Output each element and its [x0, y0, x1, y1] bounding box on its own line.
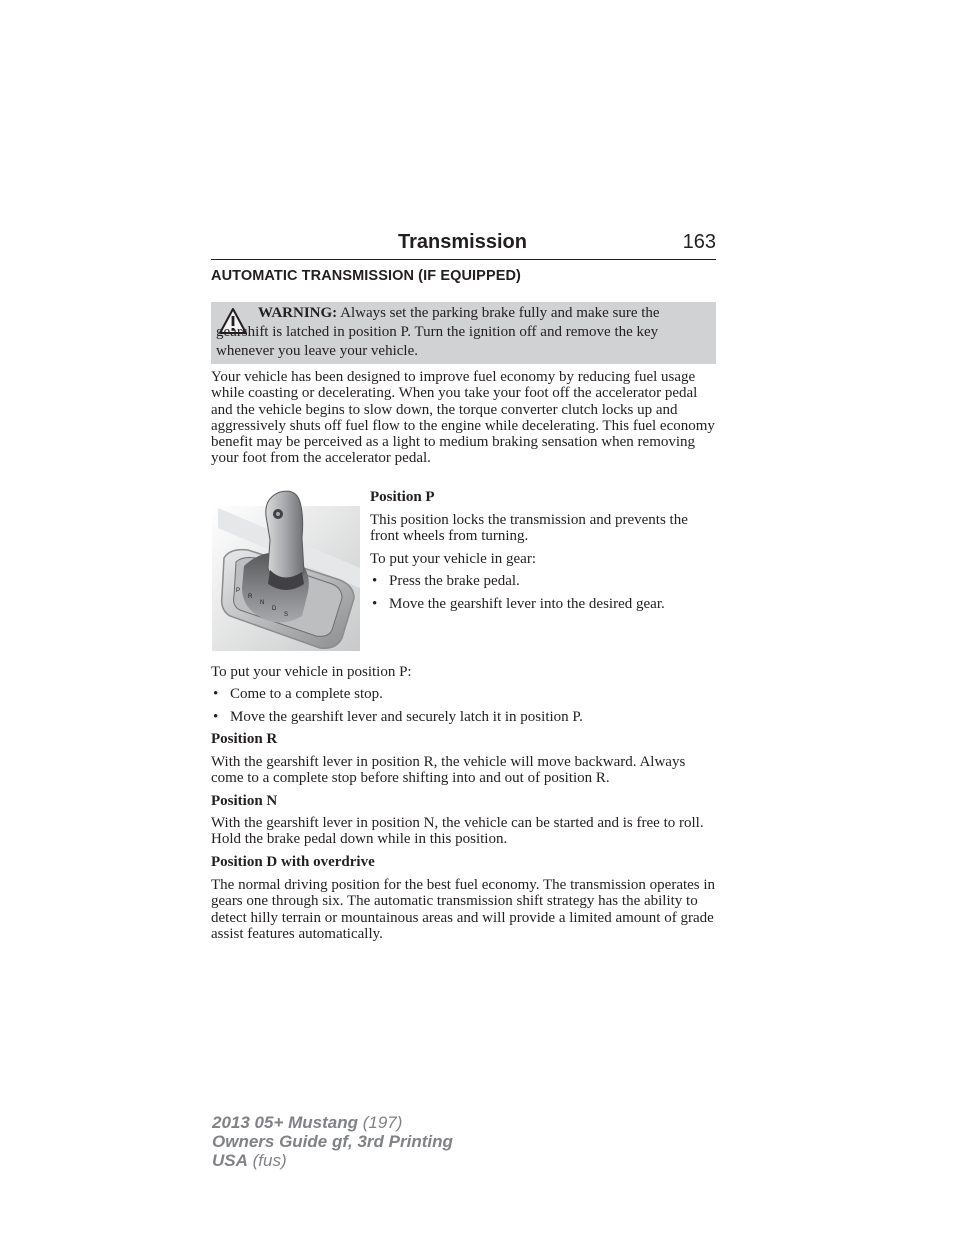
- list-item-text: Move the gearshift lever and securely latch it in position P.: [230, 709, 583, 725]
- intro-paragraph: Your vehicle has been designed to improve fuel economy by reducing fuel usage while coasting or decelerating. When you take your foot off the accelerator pedal and the vehicle begins to slow down, the torque converter clutch locks up and aggressively shuts off fuel flow to the engine while decelerating. This fuel economy benefit may be perceived as a light to medium braking sensation when removing your foot from the accelerator pedal.: [211, 369, 715, 467]
- gear-label-d: D: [272, 606, 277, 612]
- position-d-text: The normal driving position for the best fuel economy. The transmission operates in gears one through six. The automatic transmission shift strategy has the ability to detect hilly terrain or mountainous areas and will provide a limited amount of grade assist features automatically.: [211, 877, 716, 942]
- position-r-heading: Position R: [211, 731, 278, 747]
- bullet-dot: •: [372, 596, 378, 612]
- in-gear-intro: To put your vehicle in gear:: [370, 551, 536, 567]
- warning-body: Always set the parking brake fully and make sure the gearshift is latched in position P. Turn the ignition off and remove the key whenever you leave your vehicle.: [216, 305, 660, 359]
- gear-label-s: S: [284, 612, 289, 618]
- gear-label-r: R: [248, 594, 253, 600]
- footer-market: USA: [212, 1151, 248, 1170]
- bullet-dot: •: [372, 573, 378, 589]
- list-item-text: Press the brake pedal.: [389, 573, 520, 589]
- position-r-text: With the gearshift lever in position R, the vehicle will move backward. Always come to a complete stop before shifting into and out of position R.: [211, 754, 686, 787]
- gear-label-p: P: [236, 588, 241, 594]
- gear-label-n: N: [260, 600, 265, 606]
- footer-line-2: Owners Guide gf, 3rd Printing: [212, 1132, 453, 1151]
- position-n-text: With the gearshift lever in position N, the vehicle can be started and is free to roll. Hold the brake pedal down while in this position.: [211, 815, 704, 848]
- footer-code: (197): [362, 1113, 403, 1132]
- footer-model: 2013 05+ Mustang: [212, 1113, 358, 1132]
- position-n-heading: Position N: [211, 793, 278, 809]
- page-footer: [212, 1113, 453, 1170]
- footer-market-code: (fus): [252, 1151, 287, 1170]
- gearshift-lever-illustration: [212, 488, 360, 651]
- footer-line-1: [212, 1113, 453, 1132]
- position-p-description: This position locks the transmission and prevents the front wheels from turning.: [370, 512, 688, 545]
- list-item-text: Move the gearshift lever into the desired gear.: [389, 596, 665, 612]
- page-number: 163: [682, 231, 716, 253]
- position-d-heading: Position D with overdrive: [211, 854, 375, 870]
- bullet-dot: •: [213, 709, 219, 725]
- warning-label: WARNING:: [258, 305, 338, 321]
- bullet-dot: •: [213, 686, 219, 702]
- warning-box: [211, 302, 716, 364]
- chapter-title: Transmission: [398, 231, 527, 253]
- footer-line-3: [212, 1151, 453, 1170]
- page-header: [211, 229, 716, 260]
- to-p-intro: To put your vehicle in position P:: [211, 664, 412, 680]
- list-item-text: Come to a complete stop.: [230, 686, 383, 702]
- section-title: AUTOMATIC TRANSMISSION (IF EQUIPPED): [211, 268, 521, 284]
- warning-text: [216, 304, 706, 361]
- position-p-heading: Position P: [370, 489, 435, 505]
